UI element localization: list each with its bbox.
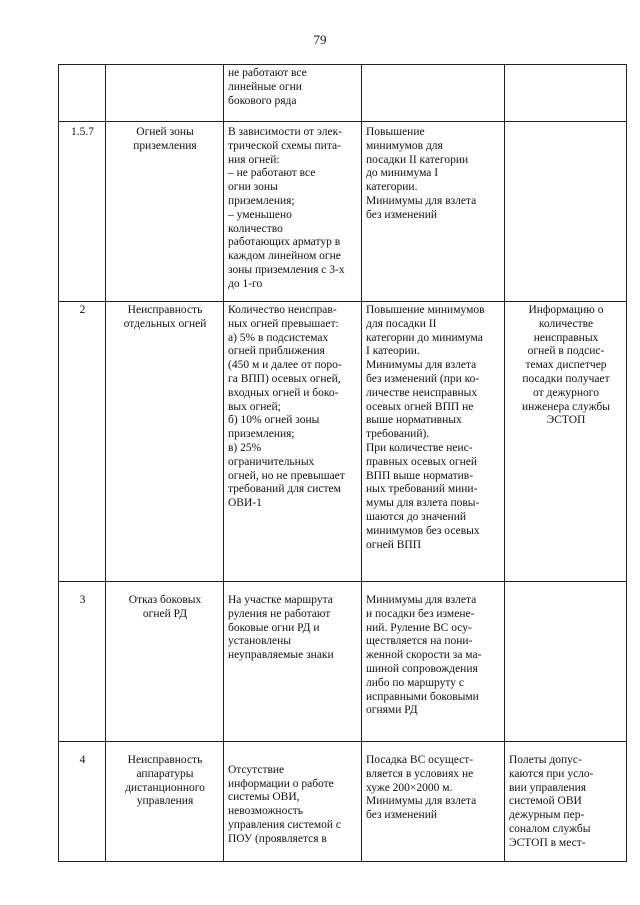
row-number: 2 [59, 302, 106, 582]
table-row [59, 742, 627, 862]
row-number: 4 [59, 742, 106, 862]
operational-measures: Повышение минимумов для посадки II категории до минимума I категории. Минимумы для взлета без изменений [362, 122, 505, 302]
failure-condition: Количество неисправ- ных огней превышает: а) 5% в подсистемах огней приближения (450 м и далее от поро- га ВПП) осевых огней, входных огней и боко- вых огней; б) 10% огней зоны приземления; в) 25% ограничительных огней, но не превышает требований для систем ОВИ-1 [224, 302, 362, 582]
failure-condition: В зависимости от элек- трической схемы пита- ния огней: – не работают все огни зоны приземления; – уменьшено количество работающих арматур в каждом линейном огне зоны приземления с 3-х до 1-го [224, 122, 362, 302]
table-row [59, 65, 627, 122]
note [505, 582, 627, 742]
table-row [59, 122, 627, 302]
failure-condition: На участке маршрута руления не работают боковые огни РД и установлены неуправляемые знаки [224, 582, 362, 742]
row-number: 3 [59, 582, 106, 742]
element-name [106, 65, 224, 122]
note [505, 122, 627, 302]
note [505, 65, 627, 122]
failure-condition: Отсутствие информации о работе системы ОВИ, невозможность управления системой с ПОУ (проявляется в [224, 742, 362, 862]
failure-condition: не работают все линейные огни бокового ряда [224, 65, 362, 122]
page-number: 79 [313, 32, 327, 47]
note: Полеты допус- каются при усло- вии управления системой ОВИ дежурным пер- соналом службы ЭСТОП в мест- [505, 742, 627, 862]
table-row [59, 582, 627, 742]
operational-measures: Минимумы для взлета и посадки без измене- ний. Руление ВС осу- ществляется на пони- женной скорости за ма- шиной сопровождения либо по маршруту с исправными боковыми огнями РД [362, 582, 505, 742]
element-name: Неисправность отдельных огней [106, 302, 224, 582]
element-name: Неисправность аппаратуры дистанционного управления [106, 742, 224, 862]
row-number: 1.5.7 [59, 122, 106, 302]
element-name: Огней зоны приземления [106, 122, 224, 302]
note: Информацию о количестве неисправных огней в подсис- темах диспетчер посадки получает от дежурного инженера службы ЭСТОП [505, 302, 627, 582]
operational-measures: Повышение минимумов для посадки II категории до минимума I катеории. Минимумы для взлета без изменений (при ко- личестве неисправных осевых огней ВПП не выше нормативных требований). При количестве неис- правных осевых огней ВПП выше норматив- ных требований мини- мумы для взлета повы- шаются до значений минимумов без осевых огней ВПП [362, 302, 505, 582]
lighting-failures-table [58, 64, 627, 862]
operational-measures [362, 65, 505, 122]
table-row [59, 302, 627, 582]
element-name: Отказ боковых огней РД [106, 582, 224, 742]
row-number [59, 65, 106, 122]
operational-measures: Посадка ВС осущест- вляется в условиях не хуже 200×2000 м. Минимумы для взлета без изменений [362, 742, 505, 862]
